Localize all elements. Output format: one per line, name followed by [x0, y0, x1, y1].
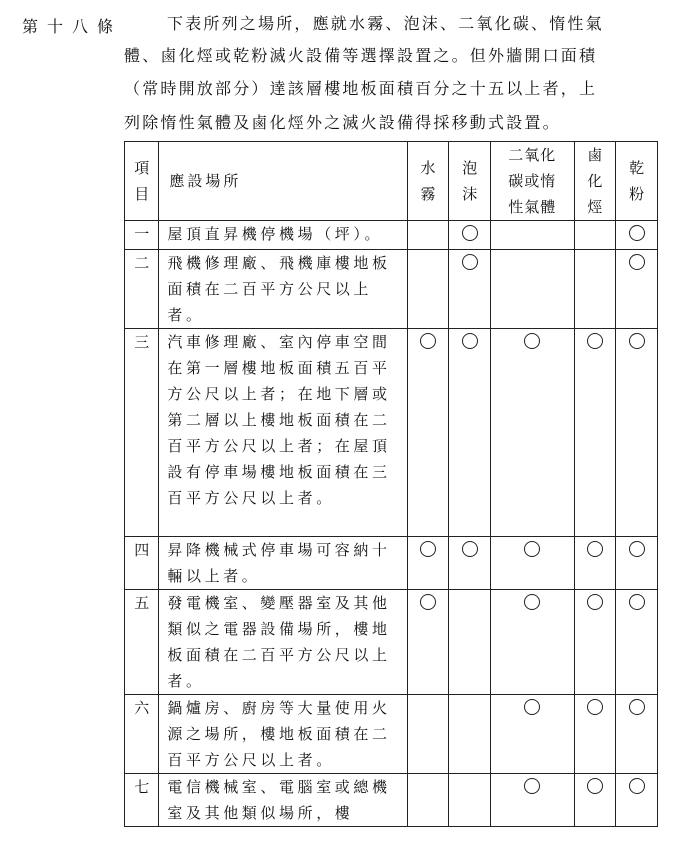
cell-dry-powder — [616, 537, 658, 590]
circle-mark — [587, 594, 603, 610]
circle-mark — [462, 333, 478, 349]
row-place: 飛機修理廠、飛機庫樓地板面積在二百平方公尺以上者。 — [159, 250, 407, 329]
row-number: 三 — [125, 329, 159, 537]
cell-water-mist — [407, 250, 449, 329]
cell-foam — [449, 250, 491, 329]
header-foam — [449, 142, 491, 221]
article-label: 第十八條 — [22, 17, 123, 36]
circle-mark — [629, 778, 645, 794]
cell-water-mist — [407, 537, 449, 590]
header-dry-powder — [616, 142, 658, 221]
table-row — [125, 695, 658, 774]
cell-halocarbon — [574, 774, 616, 827]
cell-co2 — [491, 590, 574, 695]
row-place: 發電機室、變壓器室及其他類似之電器設備場所，樓地板面積在二百平方公尺以上者。 — [159, 590, 407, 695]
cell-foam — [449, 221, 491, 250]
row-place: 屋頂直昇機停機場（坪）。 — [159, 221, 407, 250]
cell-dry-powder — [616, 250, 658, 329]
circle-mark — [629, 594, 645, 610]
header-halocarbon-text: 鹵化烴 — [587, 146, 603, 216]
cell-halocarbon — [574, 695, 616, 774]
circle-mark — [587, 778, 603, 794]
header-foam-text: 泡沫 — [462, 159, 478, 203]
cell-dry-powder — [616, 695, 658, 774]
header-co2-line-3: 性氣體 — [508, 198, 557, 216]
article-line-4: 列除惰性氣體及鹵化烴外之滅火設備得採移動式設置。 — [124, 113, 561, 132]
cell-co2 — [491, 537, 574, 590]
header-place: 應設場所 — [159, 142, 407, 221]
row-number: 六 — [125, 695, 159, 774]
header-co2-line-2: 碳或惰 — [508, 172, 557, 190]
cell-halocarbon — [574, 329, 616, 537]
table-row — [125, 221, 658, 250]
circle-mark — [462, 225, 478, 241]
cell-halocarbon — [574, 221, 616, 250]
circle-mark — [629, 225, 645, 241]
cell-foam — [449, 329, 491, 537]
cell-co2 — [491, 250, 574, 329]
circle-mark — [629, 333, 645, 349]
cell-water-mist — [407, 590, 449, 695]
header-co2 — [491, 142, 574, 221]
cell-foam — [449, 537, 491, 590]
row-number: 五 — [125, 590, 159, 695]
cell-water-mist — [407, 695, 449, 774]
cell-water-mist — [407, 221, 449, 250]
header-no-text: 項目 — [134, 159, 150, 203]
cell-halocarbon — [574, 590, 616, 695]
circle-mark — [462, 541, 478, 557]
table-body — [125, 221, 658, 827]
row-place: 昇降機械式停車場可容納十輛以上者。 — [159, 537, 407, 590]
table-row — [125, 590, 658, 695]
cell-co2 — [491, 221, 574, 250]
cell-water-mist — [407, 329, 449, 537]
circle-mark — [462, 254, 478, 270]
cell-foam — [449, 590, 491, 695]
header-co2-line-1: 二氧化 — [508, 146, 557, 164]
cell-halocarbon — [574, 537, 616, 590]
circle-mark — [524, 333, 540, 349]
cell-foam — [449, 774, 491, 827]
circle-mark — [587, 333, 603, 349]
circle-mark — [420, 333, 436, 349]
circle-mark — [524, 594, 540, 610]
row-place: 電信機械室、電腦室或總機室及其他類似場所，樓 — [159, 774, 407, 827]
circle-mark — [587, 541, 603, 557]
row-number: 一 — [125, 221, 159, 250]
article-line-1: 下表所列之場所，應就水霧、泡沫、二氧化碳、惰性氣 — [167, 14, 604, 33]
circle-mark — [629, 254, 645, 270]
article-line-2: 體、鹵化烴或乾粉滅火設備等選擇設置之。但外牆開口面積 — [124, 46, 598, 65]
cell-co2 — [491, 329, 574, 537]
circle-mark — [524, 778, 540, 794]
circle-mark — [420, 541, 436, 557]
circle-mark — [524, 699, 540, 715]
table-row — [125, 537, 658, 590]
header-dry-powder-text: 乾粉 — [629, 159, 645, 203]
cell-dry-powder — [616, 590, 658, 695]
fire-equipment-table — [124, 141, 658, 827]
cell-co2 — [491, 774, 574, 827]
table-row — [125, 329, 658, 537]
header-water-mist-text: 水霧 — [420, 159, 436, 203]
cell-dry-powder — [616, 774, 658, 827]
cell-foam — [449, 695, 491, 774]
header-no — [125, 142, 159, 221]
row-number: 二 — [125, 250, 159, 329]
cell-halocarbon — [574, 250, 616, 329]
row-place: 鍋爐房、廚房等大量使用火源之場所，樓地板面積在二百平方公尺以上者。 — [159, 695, 407, 774]
circle-mark — [524, 541, 540, 557]
circle-mark — [420, 594, 436, 610]
cell-co2 — [491, 695, 574, 774]
table-row — [125, 250, 658, 329]
header-halocarbon — [574, 142, 616, 221]
row-place: 汽車修理廠、室內停車空間在第一層樓地板面積五百平方公尺以上者；在地下層或第二層以上樓地板面積在二百平方公尺以上者；在屋頂設有停車場樓地板面積在三百平方公尺以上者。 — [159, 329, 407, 537]
circle-mark — [587, 699, 603, 715]
row-number: 七 — [125, 774, 159, 827]
cell-dry-powder — [616, 221, 658, 250]
circle-mark — [629, 699, 645, 715]
table-row — [125, 774, 658, 827]
table-header-row — [125, 142, 658, 221]
header-water-mist — [407, 142, 449, 221]
cell-water-mist — [407, 774, 449, 827]
cell-dry-powder — [616, 329, 658, 537]
circle-mark — [629, 541, 645, 557]
article-line-3: （常時開放部分）達該層樓地板面積百分之十五以上者，上 — [124, 79, 598, 98]
row-number: 四 — [125, 537, 159, 590]
